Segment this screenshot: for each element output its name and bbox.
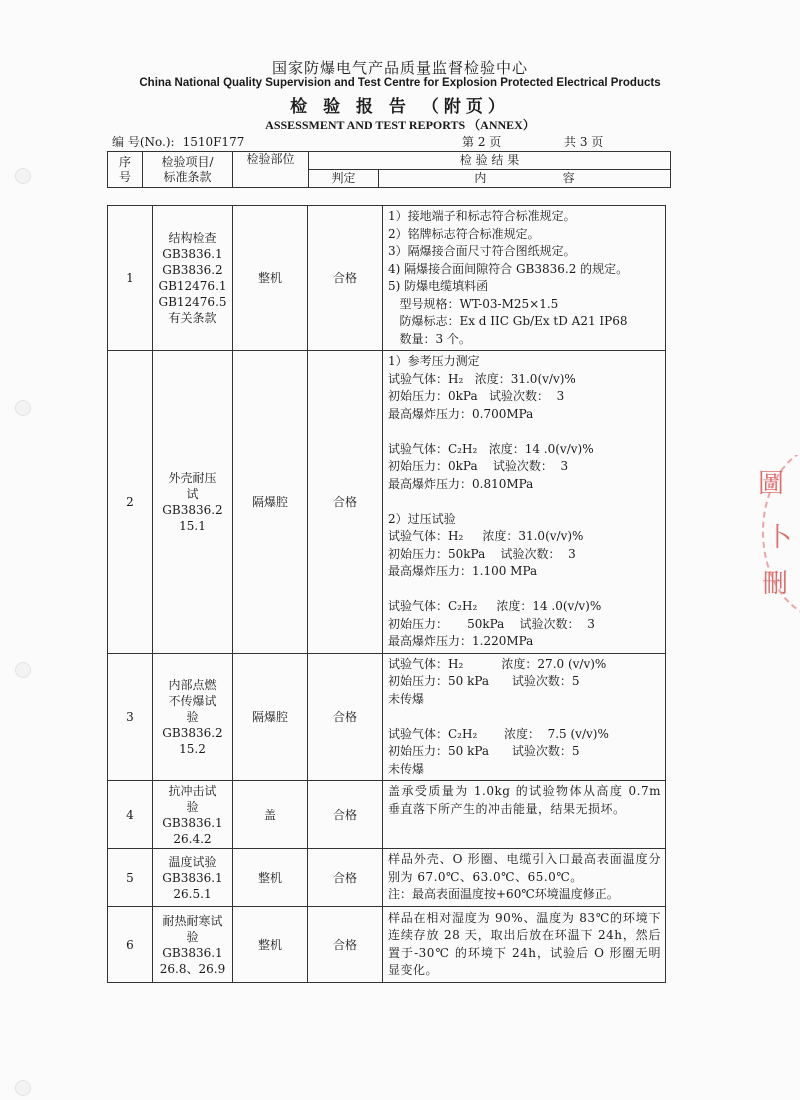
row-content: 盖承受质量为 1.0kg 的试验物体从高度 0.7m 垂直落下所产生的冲击能量，结果无损坏。 [383,781,666,849]
report-number-label: 编 号(No.): [112,135,175,149]
row-part: 盖 [233,781,308,849]
row-item: 耐热耐寒试 验 GB3836.1 26.8、26.9 [153,907,233,983]
row-verdict: 合格 [308,907,383,983]
col-content-header: 内 容 [379,170,671,188]
row-item: 外壳耐压 试 GB3836.2 15.1 [153,351,233,654]
col-result-group-header: 检 验 结 果 [309,152,671,170]
table-row [108,206,666,351]
row-item: 结构检查 GB3836.1 GB3836.2 GB12476.1 GB12476.5 有关条款 [153,206,233,351]
page-number: 第 2 页 [462,135,502,149]
row-content: 样品在相对湿度为 90%、温度为 83℃的环境下连续存放 28 天，取出后放在环温下 24h，然后置于-30℃ 的环境下 24h，试验后 O 形圈无明显变化。 [383,907,666,983]
punch-hole [15,662,31,678]
report-number [112,133,244,150]
row-part: 隔爆腔 [233,351,308,654]
row-no: 4 [108,781,153,849]
row-content: 试验气体：H₂ 浓度：27.0 (v/v)% 初始压力：50 kPa 试验次数：5 未传爆 试验气体：C₂H₂ 浓度： 7.5 (v/v)% 初始压力：50 kPa 试验次数：5 未传爆 [383,653,666,781]
punch-hole [15,168,31,184]
org-title-zh: 国家防爆电气产品质量监督检验中心 [271,59,528,77]
row-content: 1）参考压力测定 试验气体：H₂ 浓度：31.0(v/v)% 初始压力：0kPa 试验次数： 3 最高爆炸压力：0.700MPa 试验气体：C₂H₂ 浓度：14 .0(v/v)% 初始压力：0kPa 试验次数： 3 最高爆炸压力：0.810MPa 2）过压试验 试验气体：H₂ 浓度：31.0(v/v)% 初始压力：50kPa 试验次数： 3 最高爆炸压力：1.100 MPa 试验气体：C₂H₂ 浓度：14 .0(v/v)% 初始压力： 50kPa 试验次数： 3 最高爆炸压力：1.220MPa [383,351,666,654]
row-no: 6 [108,907,153,983]
punch-hole [15,1080,31,1096]
row-no: 2 [108,351,153,654]
report-title-zh: 检 验 报 告 （附页） [290,97,510,117]
row-no: 1 [108,206,153,351]
row-part: 整机 [233,907,308,983]
row-verdict: 合格 [308,206,383,351]
col-no-header: 序 号 [108,152,143,188]
col-item-header: 检验项目/ 标准条款 [143,152,233,188]
row-item: 内部点燃 不传爆试 验 GB3836.2 15.2 [153,653,233,781]
row-no: 5 [108,849,153,907]
results-table [107,205,666,983]
row-content: 样品外壳、O 形圈、电缆引入口最高表面温度分别为 67.0℃、63.0℃、65.0℃。 注：最高表面温度按+60℃环境温度修正。 [383,849,666,907]
col-verdict-header: 判定 [309,170,379,188]
row-item: 温度试验 GB3836.1 26.5.1 [153,849,233,907]
row-verdict: 合格 [308,653,383,781]
report-number-value: 1510F177 [182,135,245,149]
total-pages: 共 3 页 [564,135,604,149]
row-part: 隔爆腔 [233,653,308,781]
row-part: 整机 [233,849,308,907]
row-part: 整机 [233,206,308,351]
org-title-en: China National Quality Supervision and Test Centre for Explosion Protected Electrical Products [139,77,661,89]
table-row [108,653,666,781]
table-row [108,781,666,849]
official-seal-stamp: 圖 卜 刪 [752,455,800,615]
col-part-header: 检验部位 [233,152,309,188]
row-content: 1）接地端子和标志符合标准规定。 2）铭牌标志符合标准规定。 3）隔爆接合面尺寸符合图纸规定。 4) 隔爆接合面间隙符合 GB3836.2 的规定。 5) 防爆电缆填料函 型号规格：WT-03-M25×1.5 防爆标志：Ex d IIC Gb/Ex tD A21 IP68 数量：3 个。 [383,206,666,351]
row-verdict: 合格 [308,849,383,907]
column-header-table [107,151,671,188]
table-row [108,351,666,654]
row-verdict: 合格 [308,351,383,654]
report-title-en: ASSESSMENT AND TEST REPORTS （ANNEX） [265,118,535,132]
row-no: 3 [108,653,153,781]
punch-hole [15,400,31,416]
row-verdict: 合格 [308,781,383,849]
row-item: 抗冲击试 验 GB3836.1 26.4.2 [153,781,233,849]
table-row [108,849,666,907]
table-row [108,907,666,983]
